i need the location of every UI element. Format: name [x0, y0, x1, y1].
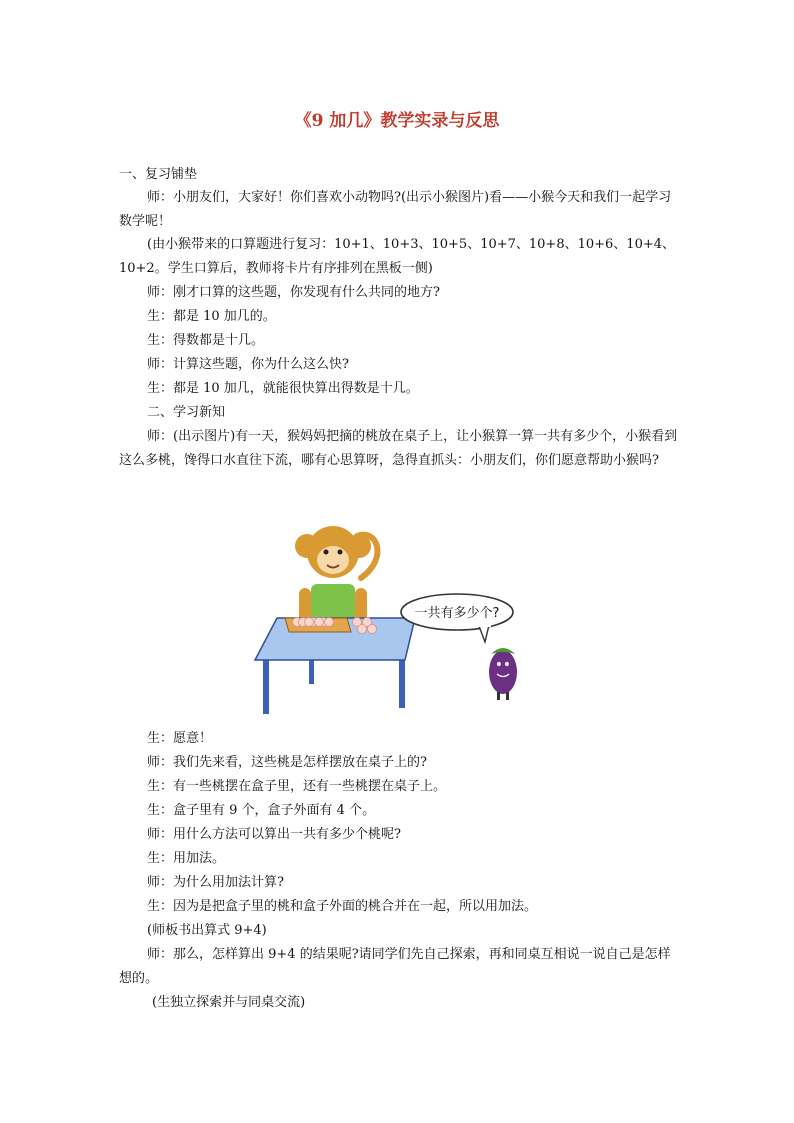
- paragraph: 生：用加法。: [147, 851, 226, 866]
- paragraph: 师：刚才口算的这些题，你发现有什么共同的地方?: [147, 285, 440, 300]
- paragraph: 生：都是 10 加几，就能很快算出得数是十几。: [147, 381, 419, 396]
- monkey-and-peaches-illustration: [249, 518, 549, 720]
- speech-bubble-text: 一共有多少个?: [414, 606, 500, 621]
- paragraph: (生独立探索并与同桌交流): [152, 995, 306, 1010]
- peach: [305, 618, 314, 627]
- peach: [358, 625, 367, 634]
- paragraph: (师板书出算式 9+4): [147, 923, 267, 938]
- monkey: [295, 526, 371, 624]
- paragraph: 生：因为是把盒子里的桃和盒子外面的桃合并在一起，所以用加法。: [147, 899, 538, 914]
- peach: [368, 625, 377, 634]
- paragraph: 生：盒子里有 9 个，盒子外面有 4 个。: [147, 803, 376, 818]
- lesson-illustration: [249, 518, 549, 720]
- paragraph: (由小猴带来的口算题进行复习：10+1、10+3、10+5、10+7、10+8、10+6、10+4、10+2。学生口算后，教师将卡片有序排列在黑板一侧): [119, 237, 676, 276]
- paragraph: 生：有一些桃摆在盒子里，还有一些桃摆在桌子上。: [147, 779, 447, 794]
- section-heading-new: 二、学习新知: [147, 405, 226, 420]
- paragraph: 师：那么，怎样算出 9+4 的结果呢?请同学们先自己探索，再和同桌互相说一说自己是怎样想的。: [119, 947, 671, 986]
- paragraph: 师：用什么方法可以算出一共有多少个桃呢?: [147, 827, 401, 842]
- section-heading-review: 一、复习铺垫: [119, 167, 198, 182]
- peach: [325, 618, 334, 627]
- paragraph: 生：愿意！: [147, 731, 213, 746]
- paragraph: 师：为什么用加法计算?: [147, 875, 284, 890]
- paragraph: 师：计算这些题，你为什么这么快?: [147, 357, 349, 372]
- page-title: 《9 加几》教学实录与反思: [294, 111, 500, 131]
- paragraph: 生：得数都是十几。: [147, 333, 265, 348]
- speech-bubble: [401, 594, 513, 642]
- peach: [315, 618, 324, 627]
- paragraph: 生：都是 10 加几的。: [147, 309, 276, 324]
- peach-box: [285, 618, 377, 634]
- paragraph: 师：我们先来看，这些桃是怎样摆放在桌子上的?: [147, 755, 427, 770]
- paragraph: 师：(出示图片)有一天，猴妈妈把摘的桃放在桌子上，让小猴算一算一共有多少个，小猴看到这么多桃，馋得口水直往下流，哪有心思算呀，急得直抓头：小朋友们，你们愿意帮助小猴吗?: [119, 429, 678, 468]
- paragraph: 师：小朋友们，大家好！你们喜欢小动物吗?(出示小猴图片)看——小猴今天和我们一起学习数学呢！: [119, 190, 672, 229]
- eggplant-character: [489, 648, 517, 700]
